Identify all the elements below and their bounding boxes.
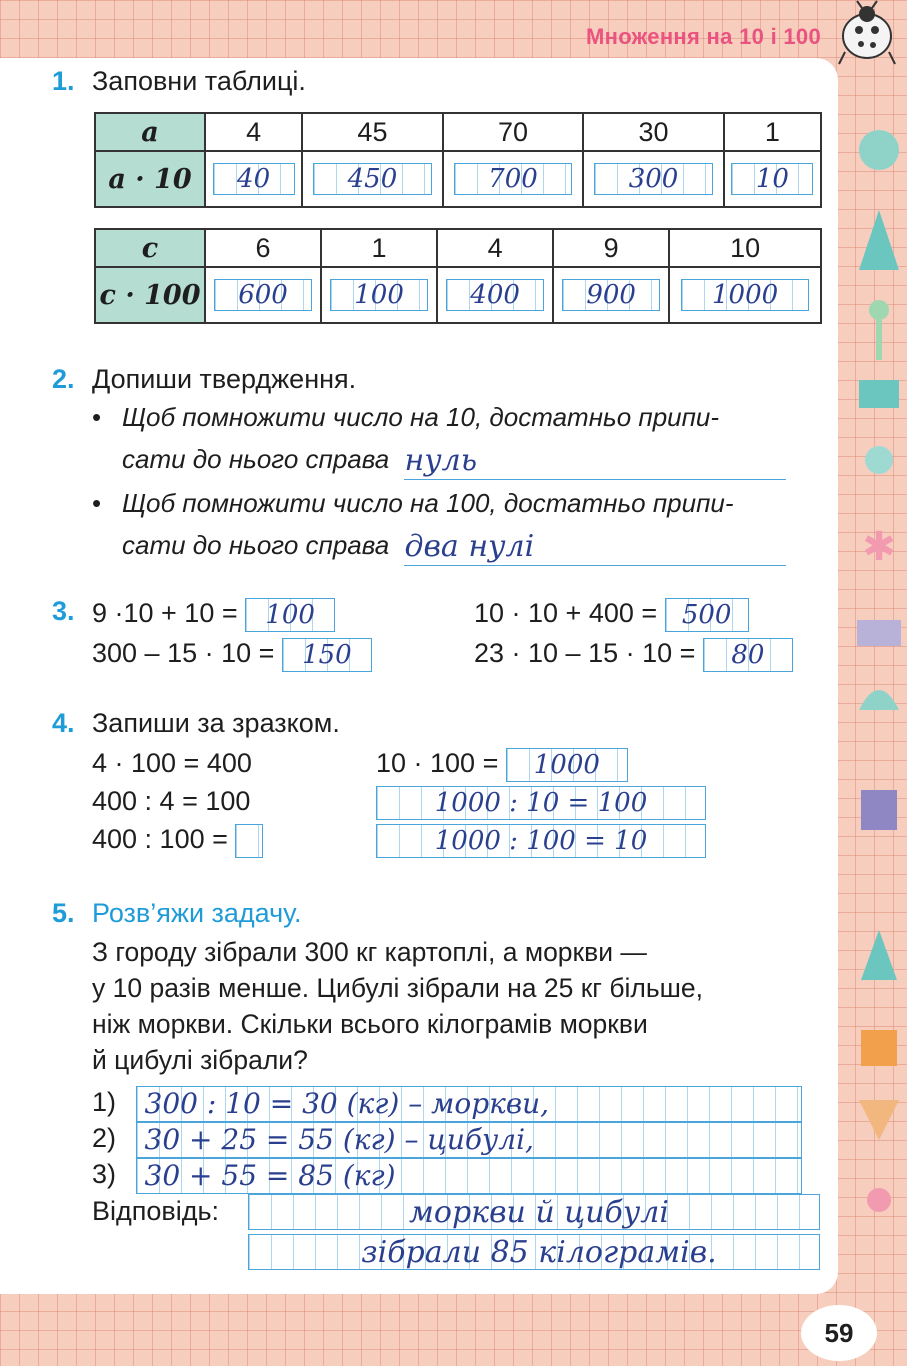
example-line-3-text: 400 : 100 = bbox=[92, 824, 228, 854]
example-empty-box[interactable] bbox=[235, 824, 263, 858]
problem-text bbox=[92, 934, 822, 1078]
table-a-answer[interactable]: 40 bbox=[213, 163, 295, 195]
table-a-value: 45 bbox=[302, 113, 443, 151]
table-c-value: 1 bbox=[321, 229, 437, 267]
table-c-row2-label: c · 100 bbox=[95, 267, 205, 323]
expr-3-text: 10 · 10 + 400 = bbox=[474, 598, 658, 628]
table-c-row1-label: c bbox=[95, 229, 205, 267]
expr-4-answer[interactable]: 80 bbox=[703, 638, 793, 672]
expr-2-answer[interactable]: 150 bbox=[282, 638, 372, 672]
page-header-title: Множення на 10 і 100 bbox=[586, 24, 821, 49]
expr-3-answer[interactable]: 500 bbox=[665, 598, 749, 632]
table-a-answer[interactable]: 700 bbox=[454, 163, 572, 195]
task4-result-line-3 bbox=[376, 820, 706, 858]
expr-3 bbox=[474, 594, 749, 632]
task5-number: 5. bbox=[52, 898, 75, 928]
statement-1: • Щоб помножити число на 10, достатньо припи- сати до нього справа нуль bbox=[92, 396, 832, 480]
table-c-value: 9 bbox=[553, 229, 669, 267]
task4-expression bbox=[376, 744, 628, 782]
statement-2: • Щоб помножити число на 100, достатньо припи- сати до нього справа два нулі bbox=[92, 482, 832, 566]
step-3-label: 3) bbox=[92, 1159, 117, 1190]
table-a-answer[interactable]: 300 bbox=[594, 163, 712, 195]
table-a-value: 70 bbox=[443, 113, 584, 151]
example-line-1: 4 · 100 = 400 bbox=[92, 748, 252, 778]
task2-title: Допиши твердження. bbox=[92, 364, 357, 394]
task3-number: 3. bbox=[52, 596, 75, 626]
example-line-2: 400 : 4 = 100 bbox=[92, 786, 251, 816]
example-line-3 bbox=[92, 820, 263, 858]
table-c-value: 10 bbox=[669, 229, 821, 267]
task4-expression-text: 10 · 100 = bbox=[376, 748, 499, 778]
answer-line-1[interactable]: моркви й цибулі bbox=[248, 1194, 820, 1230]
step-1-label: 1) bbox=[92, 1087, 117, 1118]
task2-number: 2. bbox=[52, 364, 75, 394]
task4-expression-answer[interactable]: 1000 bbox=[506, 748, 628, 782]
expr-1-text: 9 ·10 + 10 = bbox=[92, 598, 238, 628]
statement-2-line2: сати до нього справа bbox=[122, 530, 390, 560]
statement-2-answer[interactable]: два нулі bbox=[404, 529, 786, 566]
answer-label: Відповідь: bbox=[92, 1196, 220, 1226]
svg-text:✱: ✱ bbox=[862, 524, 896, 570]
step-2-answer[interactable]: 30 + 25 = 55 (кг) – цибулі, bbox=[136, 1122, 802, 1158]
expr-4 bbox=[474, 634, 793, 672]
table-c-answer[interactable]: 900 bbox=[562, 279, 660, 311]
expr-2-text: 300 – 15 · 10 = bbox=[92, 638, 275, 668]
task5-title: Розв’яжи задачу. bbox=[92, 898, 302, 928]
table-a-row2-label: a · 10 bbox=[95, 151, 205, 207]
solution-step-2 bbox=[92, 1122, 802, 1158]
problem-line-3: ніж моркви. Скільки всього кілограмів моркви bbox=[92, 1009, 648, 1039]
task4-title: Запиши за зразком. bbox=[92, 708, 340, 738]
ladybug-icon bbox=[831, 0, 901, 70]
expr-2 bbox=[92, 634, 372, 672]
table-c-answer[interactable]: 600 bbox=[214, 279, 312, 311]
table-c-answer[interactable]: 1000 bbox=[681, 279, 809, 311]
task4-number: 4. bbox=[52, 708, 75, 738]
step-3-answer[interactable]: 30 + 55 = 85 (кг) bbox=[136, 1158, 802, 1194]
answer-line-2[interactable]: зібрали 85 кілограмів. bbox=[248, 1234, 820, 1270]
table-a-value: 1 bbox=[724, 113, 821, 151]
statement-1-line2: сати до нього справа bbox=[122, 444, 390, 474]
table-a-value: 30 bbox=[583, 113, 724, 151]
table-a-row1-label: a bbox=[95, 113, 205, 151]
table-a-answer[interactable]: 450 bbox=[313, 163, 431, 195]
task4-result-3[interactable]: 1000 : 100 = 10 bbox=[376, 824, 706, 858]
table-c-value: 4 bbox=[437, 229, 553, 267]
task4-heading bbox=[52, 708, 340, 739]
expr-1 bbox=[92, 594, 335, 632]
table-c-answer[interactable]: 400 bbox=[446, 279, 544, 311]
problem-line-1: З городу зібрали 300 кг картоплі, а моркви — bbox=[92, 937, 647, 967]
problem-line-4: й цибулі зібрали? bbox=[92, 1045, 308, 1075]
expr-4-text: 23 · 10 – 15 · 10 = bbox=[474, 638, 696, 668]
solution-step-3 bbox=[92, 1158, 802, 1194]
task3-heading bbox=[52, 596, 92, 627]
task2-heading bbox=[52, 364, 356, 395]
task1-title: Заповни таблиці. bbox=[92, 66, 306, 96]
step-1-answer[interactable]: 300 : 10 = 30 (кг) – моркви, bbox=[136, 1086, 802, 1122]
table-c-value: 6 bbox=[205, 229, 321, 267]
table-a-answer[interactable]: 10 bbox=[731, 163, 813, 195]
solution-step-1 bbox=[92, 1086, 802, 1122]
decorative-side-pattern-icon bbox=[839, 110, 907, 1290]
table-a-value: 4 bbox=[205, 113, 302, 151]
step-2-label: 2) bbox=[92, 1123, 117, 1154]
expr-1-answer[interactable]: 100 bbox=[245, 598, 335, 632]
task4-result-line-2 bbox=[376, 782, 706, 820]
problem-line-2: у 10 разів менше. Цибулі зібрали на 25 кг більше, bbox=[92, 973, 704, 1003]
statement-1-line1: Щоб помножити число на 10, достатньо припи- bbox=[122, 402, 720, 432]
page-number: 59 bbox=[801, 1305, 877, 1361]
table-c-answer[interactable]: 100 bbox=[330, 279, 428, 311]
task1-number: 1. bbox=[52, 66, 75, 96]
statement-1-answer[interactable]: нуль bbox=[404, 443, 786, 480]
task1-heading bbox=[52, 66, 306, 97]
statement-2-line1: Щоб помножити число на 100, достатньо припи- bbox=[122, 488, 734, 518]
table-a bbox=[94, 112, 822, 208]
task5-heading bbox=[52, 898, 301, 929]
table-c bbox=[94, 228, 822, 324]
task4-result-2[interactable]: 1000 : 10 = 100 bbox=[376, 786, 706, 820]
